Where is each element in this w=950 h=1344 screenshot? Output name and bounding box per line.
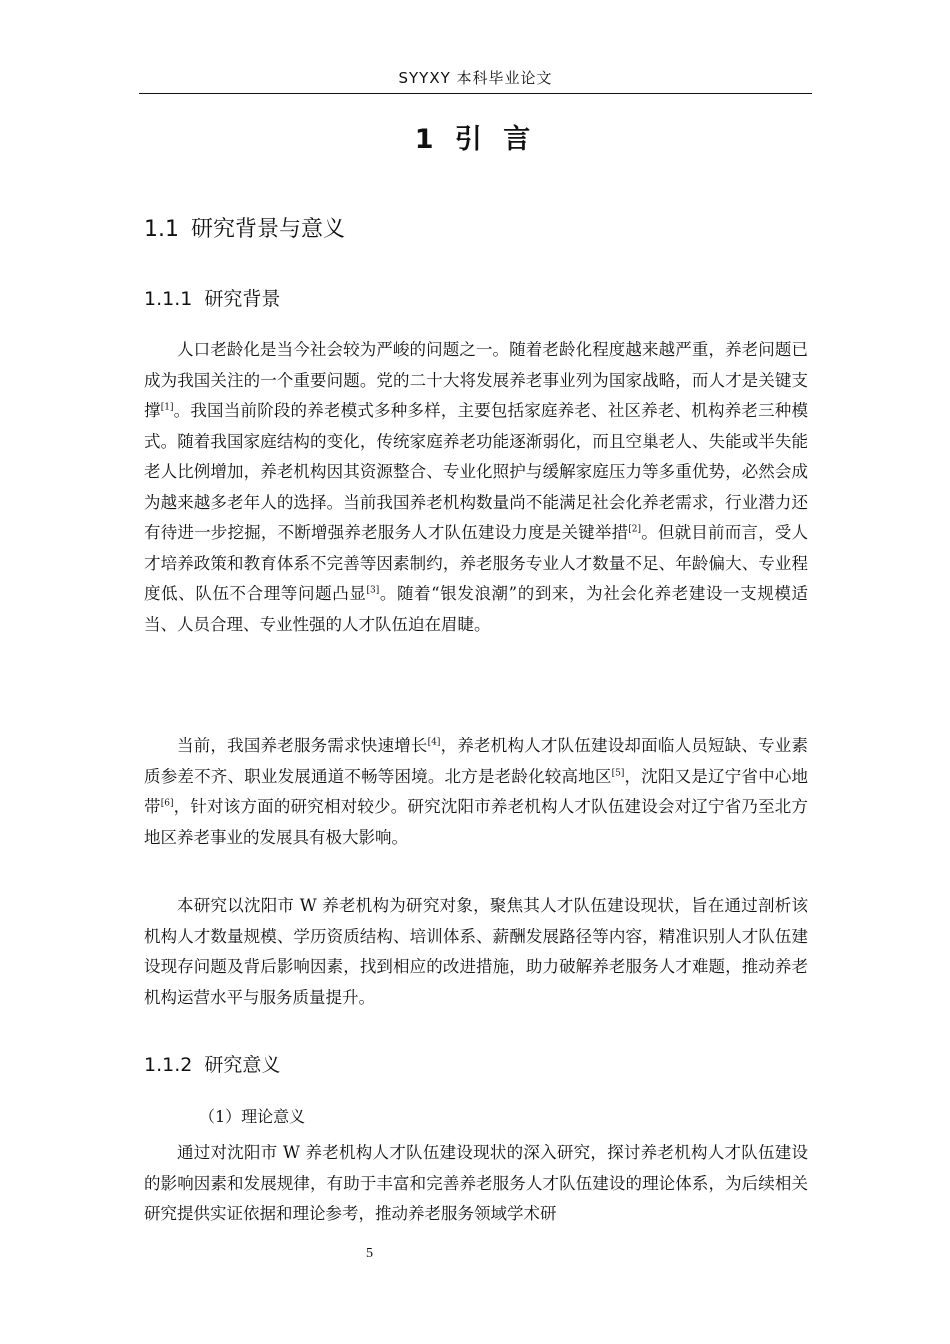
- paragraph-text: 。随着“银发浪潮”的到来，为社会化养老建设一支规模适当、人员合理、专业性强的人才队伍迫在眉睫。: [144, 584, 809, 634]
- citation: [2]: [628, 524, 642, 535]
- subsection-label-theory: （1）理论意义: [199, 1107, 306, 1126]
- paragraph-text: 。但就目前而言，受人才培养政策和教育体系不完善等因素制约，养老服务专业人才数量不足、年龄偏大、专业程度低、队伍不合理等问题凸显: [144, 523, 809, 603]
- paragraph-text: 。我国当前阶段的养老模式多种多样，主要包括家庭养老、社区养老、机构养老三种模式。随着我国家庭结构的变化，传统家庭养老功能逐渐弱化，而且空巢老人、失能或半失能老人比例增加，养老机构因其资源整合、专业化照护与缓解家庭压力等多重优势，必然会成为越来越多老年人的选择。当前我国养老机构数量尚不能满足社会化养老需求，行业潜力还有待进一步挖掘，不断增强养老服务人才队伍建设力度是关键举措: [144, 401, 809, 542]
- paragraph-text: 当前，我国养老服务需求快速增长: [177, 736, 428, 755]
- section-number: 1.1.2: [144, 1054, 193, 1076]
- section-heading-1-1-1: [144, 282, 280, 316]
- section-number: 1.1.1: [144, 288, 193, 310]
- running-header: SYYXY 本科毕业论文: [398, 69, 553, 87]
- paragraph-text: 人口老龄化是当今社会较为严峻的问题之一。随着老龄化程度越来越严重，养老问题已成为我国关注的一个重要问题。党的二十大将发展养老事业列为国家战略，而人才是关键支撑: [144, 340, 808, 420]
- citation: [3]: [366, 585, 380, 596]
- chapter-title: 1 引 言: [414, 124, 537, 155]
- section-title: 研究背景与意义: [191, 217, 346, 242]
- paragraph-text: ，沈阳又是辽宁省中心地带: [144, 766, 809, 816]
- header-divider: [139, 93, 812, 94]
- paragraph-text: ，针对该方面的研究相对较少。研究沈阳市养老机构人才队伍建设会对辽宁省乃至北方地区养老事业的发展具有极大影响。: [144, 797, 809, 847]
- page-number: 5: [366, 1246, 373, 1261]
- citation: [5]: [611, 768, 625, 778]
- citation: [4]: [427, 737, 441, 748]
- section-number: 1.1: [144, 217, 179, 242]
- section-title: 研究意义: [204, 1054, 281, 1076]
- paragraph-background-1: [144, 335, 808, 640]
- paragraph-significance: 通过对沈阳市 W 养老机构人才队伍建设现状的深入研究，探讨养老机构人才队伍建设的影响因素和发展规律，有助于丰富和完善养老服务人才队伍建设的理论体系，为后续相关研究提供实证依据和理论参考，推动养老服务领域学术研: [144, 1143, 808, 1223]
- section-title: 研究背景: [204, 288, 281, 310]
- paragraph-text: ，养老机构人才队伍建设却面临人员短缺、专业素质参差不齐、职业发展通道不畅等困境。北方是老龄化较高地区: [144, 736, 809, 786]
- section-heading-1-1-2: [144, 1048, 280, 1082]
- citation: [6]: [160, 798, 174, 809]
- citation: [1]: [160, 402, 174, 413]
- section-heading-1-1: [144, 212, 345, 248]
- paragraph-background-3: 本研究以沈阳市 W 养老机构为研究对象，聚焦其人才队伍建设现状，旨在通过剖析该机构人才数量规模、学历资质结构、培训体系、薪酬发展路径等内容，精准识别人才队伍建设现存问题及背后影响因素，找到相应的改进措施，助力破解养老服务人才难题，推动养老机构运营水平与服务质量提升。: [144, 896, 808, 1007]
- paragraph-background-2: [144, 731, 808, 853]
